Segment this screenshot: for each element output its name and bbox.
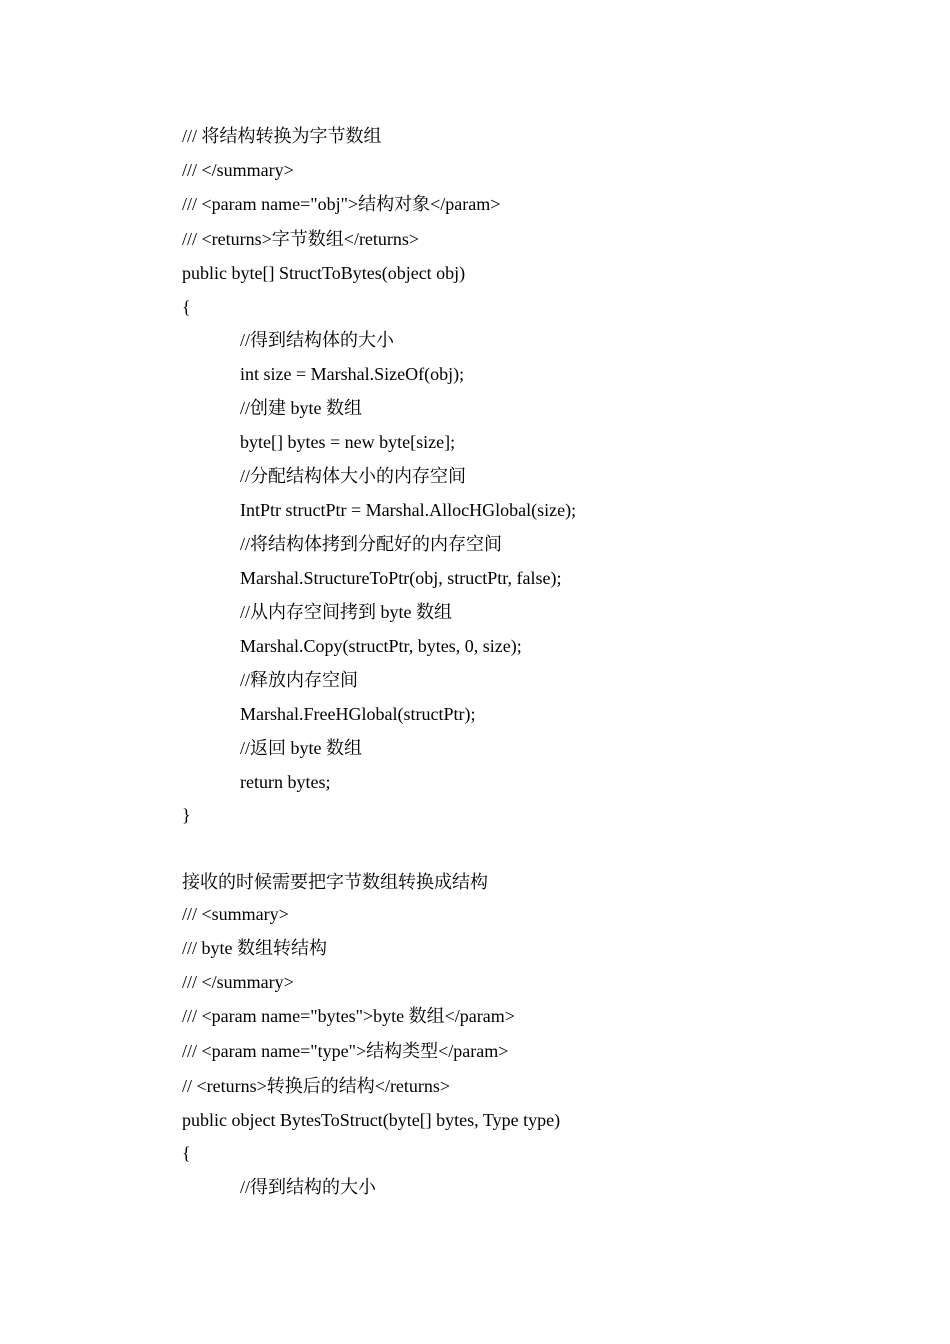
code-line: /// <param name="type">结构类型</param> [182,1041,509,1061]
code-line: Marshal.FreeHGlobal(structPtr); [240,704,476,724]
code-line: //得到结构体的大小 [240,330,395,350]
code-line: { [182,1143,191,1163]
code-line: byte[] bytes = new byte[size]; [240,432,456,452]
code-line: } [182,805,191,825]
code-line: /// <returns>字节数组</returns> [182,229,420,249]
code-line: IntPtr structPtr = Marshal.AllocHGlobal(size); [240,500,577,520]
code-line: //分配结构体大小的内存空间 [240,466,467,486]
code-line: //将结构体拷到分配好的内存空间 [240,534,503,554]
code-line: Marshal.Copy(structPtr, bytes, 0, size); [240,636,522,656]
code-line: //得到结构的大小 [240,1177,377,1197]
code-line: public object BytesToStruct(byte[] bytes, Type type) [182,1110,561,1130]
code-line: /// <param name="obj">结构对象</param> [182,194,501,214]
code-line: /// 将结构转换为字节数组 [182,126,382,146]
code-line: /// <param name="bytes">byte 数组</param> [182,1006,515,1026]
paragraph-text: 接收的时候需要把字节数组转换成结构 [182,872,488,892]
code-line: /// <summary> [182,904,289,924]
code-line: //创建 byte 数组 [240,398,362,418]
code-line: Marshal.StructureToPtr(obj, structPtr, false); [240,568,562,588]
code-line: //返回 byte 数组 [240,738,362,758]
code-line: return bytes; [240,772,331,792]
code-line: { [182,297,191,317]
code-line: /// byte 数组转结构 [182,938,327,958]
code-line: // <returns>转换后的结构</returns> [182,1076,451,1096]
code-line: int size = Marshal.SizeOf(obj); [240,364,465,384]
code-line: public byte[] StructToBytes(object obj) [182,263,466,283]
code-line: /// </summary> [182,160,294,180]
code-line: //从内存空间拷到 byte 数组 [240,602,452,622]
code-line: //释放内存空间 [240,670,359,690]
code-line: /// </summary> [182,972,294,992]
